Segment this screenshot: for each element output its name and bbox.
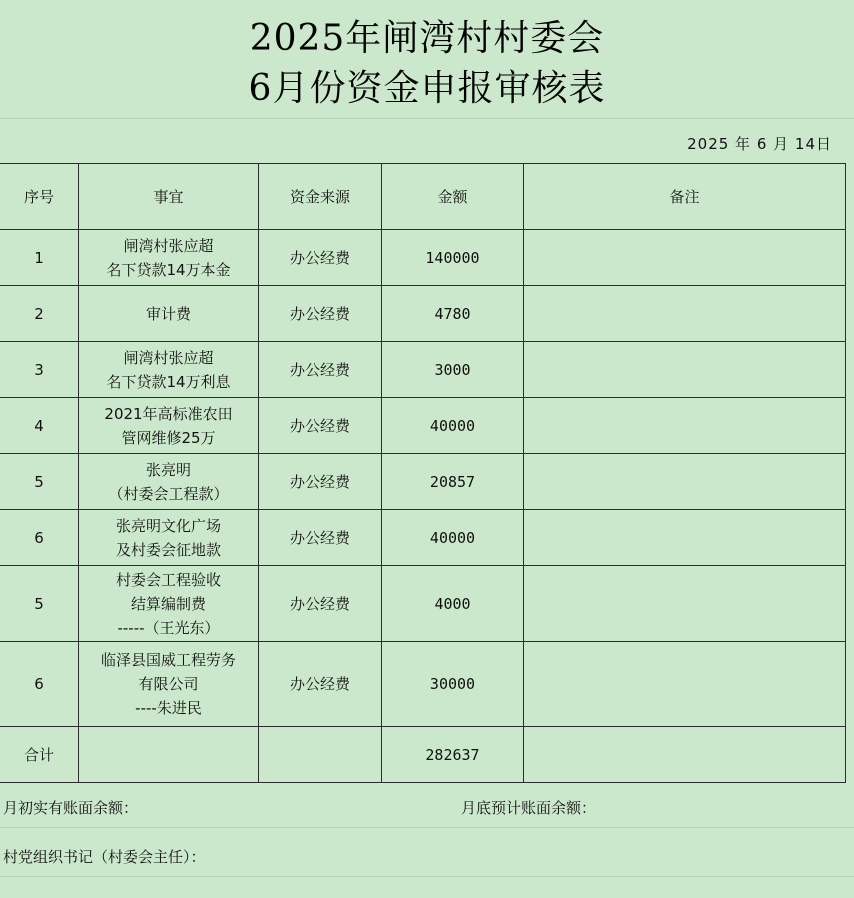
- row-item[interactable]: 张亮明 （村委会工程款）: [79, 454, 259, 510]
- table-row[interactable]: [0, 454, 846, 510]
- row-amount[interactable]: 3000: [382, 342, 524, 398]
- row-source[interactable]: 办公经费: [259, 454, 382, 510]
- table-row[interactable]: [0, 642, 846, 727]
- table-row[interactable]: [0, 398, 846, 454]
- row-note[interactable]: [524, 398, 846, 454]
- row-note[interactable]: [524, 566, 846, 642]
- header-note: 备注: [524, 164, 846, 230]
- row-item[interactable]: 村委会工程验收 结算编制费 -----（王光东）: [79, 566, 259, 642]
- row-index: 6: [0, 510, 79, 566]
- total-amount[interactable]: 282637: [382, 727, 524, 783]
- row-note[interactable]: [524, 642, 846, 727]
- row-source[interactable]: 办公经费: [259, 398, 382, 454]
- report-date: 2025 年 6 月 14日: [687, 135, 832, 153]
- row-item[interactable]: 闸湾村张应超 名下贷款14万利息: [79, 342, 259, 398]
- closing-balance-label: 月底预计账面余额：: [461, 799, 597, 817]
- row-source[interactable]: 办公经费: [259, 286, 382, 342]
- row-item[interactable]: 2021年高标准农田 管网维修25万: [79, 398, 259, 454]
- header-source: 资金来源: [259, 164, 382, 230]
- row-note[interactable]: [524, 230, 846, 286]
- title-line-1: 2025年闸湾村村委会: [249, 18, 605, 59]
- title-line-2: 6月份资金申报审核表: [248, 68, 606, 109]
- table-row[interactable]: [0, 510, 846, 566]
- fund-table: [0, 163, 846, 783]
- row-source[interactable]: 办公经费: [259, 510, 382, 566]
- row-source[interactable]: 办公经费: [259, 566, 382, 642]
- sheet-gridline: [0, 876, 854, 877]
- table-row[interactable]: [0, 230, 846, 286]
- row-source[interactable]: 办公经费: [259, 230, 382, 286]
- table-header-row: [0, 164, 846, 230]
- header-index: 序号: [0, 164, 79, 230]
- row-index: 2: [0, 286, 79, 342]
- secretary-signature-label: 村党组织书记（村委会主任）：: [3, 848, 206, 866]
- row-source[interactable]: 办公经费: [259, 642, 382, 727]
- total-source[interactable]: [259, 727, 382, 783]
- row-amount[interactable]: 20857: [382, 454, 524, 510]
- sheet-gridline: [0, 118, 854, 119]
- row-index: 6: [0, 642, 79, 727]
- header-amount: 金额: [382, 164, 524, 230]
- row-item[interactable]: 审计费: [79, 286, 259, 342]
- table-row[interactable]: [0, 286, 846, 342]
- table-row[interactable]: [0, 566, 846, 642]
- row-item[interactable]: 闸湾村张应超 名下贷款14万本金: [79, 230, 259, 286]
- header-item: 事宜: [79, 164, 259, 230]
- row-amount[interactable]: 4780: [382, 286, 524, 342]
- row-amount[interactable]: 4000: [382, 566, 524, 642]
- opening-balance-label: 月初实有账面余额：: [3, 799, 139, 817]
- row-index: 4: [0, 398, 79, 454]
- row-source[interactable]: 办公经费: [259, 342, 382, 398]
- row-amount[interactable]: 140000: [382, 230, 524, 286]
- row-note[interactable]: [524, 510, 846, 566]
- sheet-gridline: [0, 827, 854, 828]
- total-note[interactable]: [524, 727, 846, 783]
- row-amount[interactable]: 40000: [382, 510, 524, 566]
- row-amount[interactable]: 40000: [382, 398, 524, 454]
- total-row[interactable]: [0, 727, 846, 783]
- row-item[interactable]: 张亮明文化广场 及村委会征地款: [79, 510, 259, 566]
- total-item[interactable]: [79, 727, 259, 783]
- row-amount[interactable]: 30000: [382, 642, 524, 727]
- row-note[interactable]: [524, 342, 846, 398]
- total-label: 合计: [0, 727, 79, 783]
- row-index: 5: [0, 454, 79, 510]
- row-index: 3: [0, 342, 79, 398]
- row-index: 1: [0, 230, 79, 286]
- row-note[interactable]: [524, 454, 846, 510]
- row-note[interactable]: [524, 286, 846, 342]
- row-index: 5: [0, 566, 79, 642]
- table-row[interactable]: [0, 342, 846, 398]
- row-item[interactable]: 临泽县国威工程劳务 有限公司 ----朱进民: [79, 642, 259, 727]
